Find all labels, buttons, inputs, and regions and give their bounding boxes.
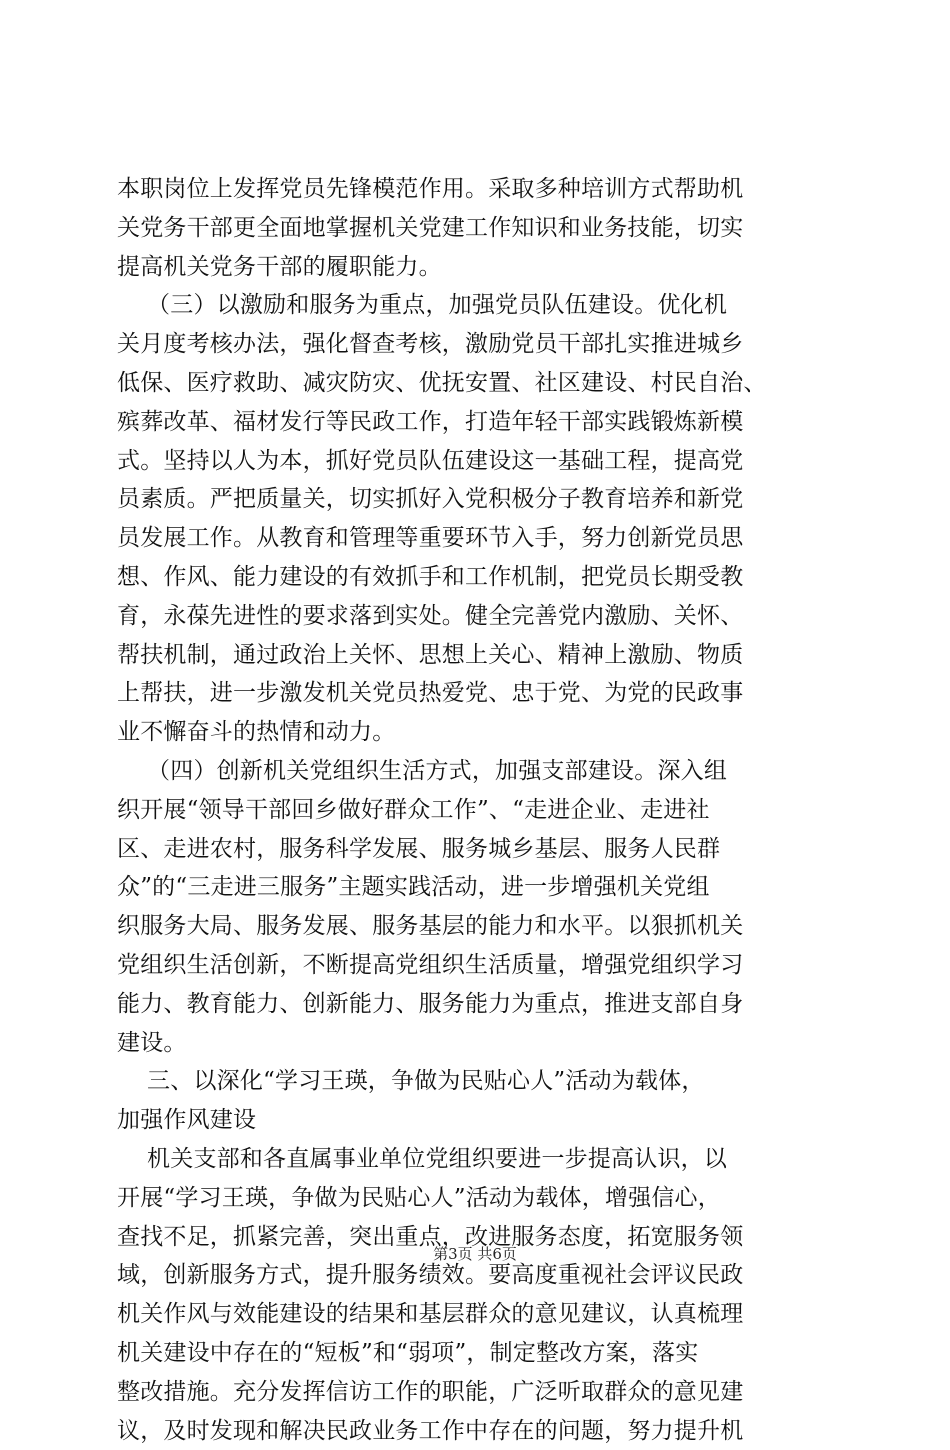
text-line: 式。坚持以人为本，抓好党员队伍建设这一基础工程，提高党 — [117, 442, 833, 481]
text-line: 建设。 — [117, 1024, 833, 1063]
text-line: 关党务干部更全面地掌握机关党建工作知识和业务技能，切实 — [117, 209, 833, 248]
text-line: 众”的“三走进三服务”主题实践活动，进一步增强机关党组 — [117, 868, 833, 907]
text-line: 机关建设中存在的“短板”和“弱项”，制定整改方案，落实 — [117, 1334, 833, 1373]
text-line: 业不懈奋斗的热情和动力。 — [117, 713, 833, 752]
text-line: 低保、医疗救助、减灾防灾、优抚安置、社区建设、村民自治、 — [117, 364, 833, 403]
text-line: 整改措施。充分发挥信访工作的职能，广泛听取群众的意见建 — [117, 1373, 833, 1412]
page-footer: 第3页 共6页 — [0, 1244, 950, 1264]
text-line: 提高机关党务干部的履职能力。 — [117, 248, 833, 287]
text-line: 织服务大局、服务发展、服务基层的能力和水平。以狠抓机关 — [117, 907, 833, 946]
text-line: 员素质。严把质量关，切实抓好入党积极分子教育培养和新党 — [117, 480, 833, 519]
text-line: 育，永葆先进性的要求落到实处。健全完善党内激励、关怀、 — [117, 597, 833, 636]
text-line: 区、走进农村，服务科学发展、服务城乡基层、服务人民群 — [117, 830, 833, 869]
text-line: （三）以激励和服务为重点，加强党员队伍建设。优化机 — [117, 286, 833, 325]
text-line: 本职岗位上发挥党员先锋模范作用。采取多种培训方式帮助机 — [117, 170, 833, 209]
text-line: 织开展“领导干部回乡做好群众工作”、“走进企业、走进社 — [117, 791, 833, 830]
text-line: 机关支部和各直属事业单位党组织要进一步提高认识，以 — [117, 1140, 833, 1179]
text-line: 想、作风、能力建设的有效抓手和工作机制，把党员长期受教 — [117, 558, 833, 597]
text-line: 能力、教育能力、创新能力、服务能力为重点，推进支部自身 — [117, 985, 833, 1024]
text-line: 三、以深化“学习王瑛，争做为民贴心人”活动为载体， — [117, 1062, 833, 1101]
text-line: 殡葬改革、福材发行等民政工作，打造年轻干部实践锻炼新模 — [117, 403, 833, 442]
text-line: 员发展工作。从教育和管理等重要环节入手，努力创新党员思 — [117, 519, 833, 558]
text-line: 帮扶机制，通过政治上关怀、思想上关心、精神上激励、物质 — [117, 636, 833, 675]
text-line: 开展“学习王瑛，争做为民贴心人”活动为载体，增强信心， — [117, 1179, 833, 1218]
text-line: 关月度考核办法，强化督查考核，激励党员干部扎实推进城乡 — [117, 325, 833, 364]
text-line: 查找不足，抓紧完善，突出重点，改进服务态度，拓宽服务领 — [117, 1218, 833, 1257]
text-line: （四）创新机关党组织生活方式，加强支部建设。深入组 — [117, 752, 833, 791]
text-line: 加强作风建设 — [117, 1101, 833, 1140]
text-line: 域，创新服务方式，提升服务绩效。要高度重视社会评议民政 — [117, 1256, 833, 1295]
text-line: 上帮扶，进一步激发机关党员热爱党、忠于党、为党的民政事 — [117, 674, 833, 713]
text-line: 机关作风与效能建设的结果和基层群众的意见建议，认真梳理 — [117, 1295, 833, 1334]
text-line: 党组织生活创新，不断提高党组织生活质量，增强党组织学习 — [117, 946, 833, 985]
text-line: 议，及时发现和解决民政业务工作中存在的问题，努力提升机 — [117, 1412, 833, 1450]
